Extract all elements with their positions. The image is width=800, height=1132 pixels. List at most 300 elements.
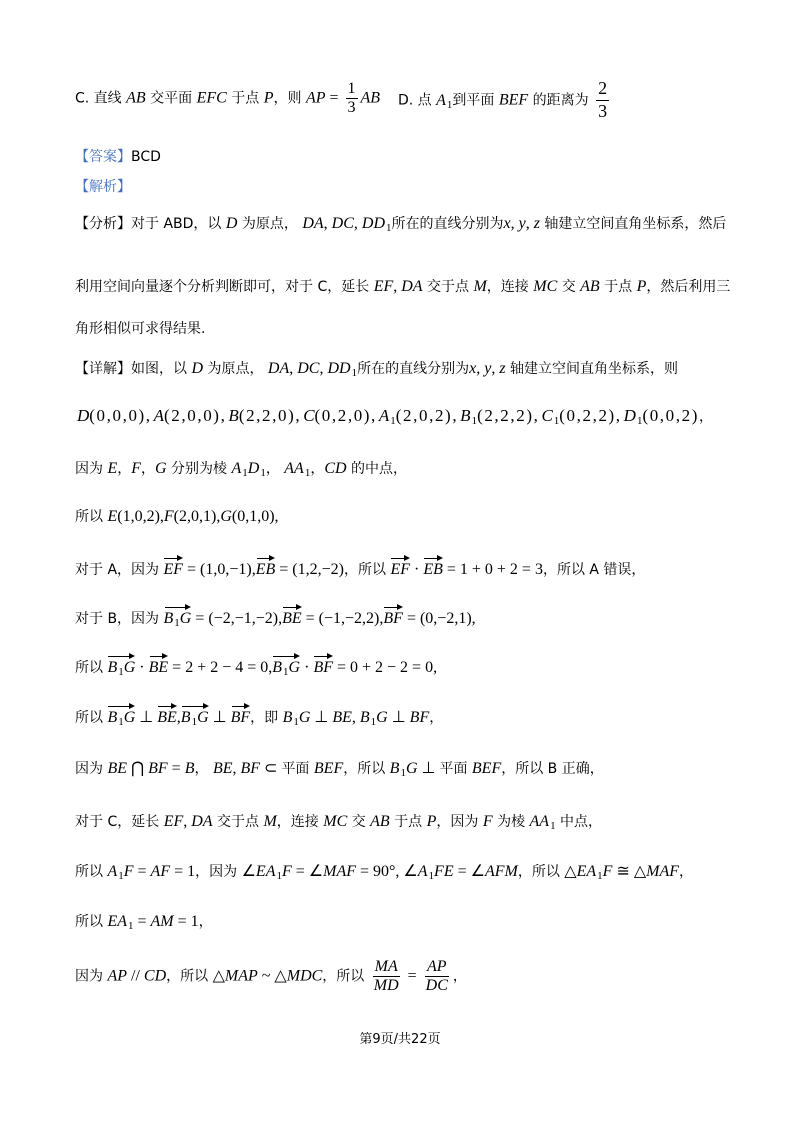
math-symbol-text: BF <box>230 709 251 726</box>
subscript: 1 <box>118 716 124 728</box>
math-symbol-text: D <box>191 360 204 377</box>
math-operator: (2,0,2), <box>395 406 459 425</box>
math-symbol <box>289 659 301 676</box>
math-symbol <box>302 215 323 232</box>
math-operator: (2,0,0), <box>164 406 227 425</box>
prose-text: ，所以 <box>166 968 213 985</box>
analysis-line-3 <box>75 317 205 341</box>
math-symbol-text: MAP <box>224 967 258 985</box>
math-operator: ⋂ <box>127 760 149 777</box>
math-operator: = (−2,−1,−2), <box>191 610 283 627</box>
math-symbol-text: BEF <box>471 760 502 777</box>
math-symbol-text: G <box>123 709 136 726</box>
math-symbol <box>287 968 323 985</box>
prose-text: 所以 <box>75 710 108 726</box>
subscript: 1 <box>446 98 453 111</box>
math-operator: = <box>133 863 151 880</box>
math-symbol <box>299 709 311 726</box>
math-symbol-text: MDC <box>286 967 323 985</box>
math-symbol-text: DC <box>425 977 448 994</box>
math-operator: = 90°, ∠ <box>356 863 418 880</box>
subscript: 1 <box>260 467 266 479</box>
math-symbol-text: C <box>303 406 315 425</box>
math-operator: (2,0,1), <box>173 508 221 525</box>
math-symbol-text: x <box>503 215 511 232</box>
analysis-line-2 <box>75 275 730 299</box>
prose-text: ，所以 <box>322 968 369 985</box>
option-d <box>398 78 612 123</box>
math-symbol-text: BE <box>282 610 302 627</box>
prose-text: 因为 <box>75 968 108 985</box>
prose-text: 交平面 <box>145 90 197 107</box>
math-operator: ⊥ <box>208 709 231 726</box>
math-symbol-text: EB <box>423 561 443 578</box>
prose-text: ， <box>117 461 132 477</box>
math-symbol <box>256 863 282 880</box>
math-symbol-text: G <box>288 659 301 676</box>
math-symbol <box>533 278 557 295</box>
math-operator: = ∠ <box>291 863 324 880</box>
math-symbol-text: B <box>163 610 174 627</box>
fraction-denominator <box>596 101 609 123</box>
math-symbol <box>248 460 266 477</box>
math-symbol <box>197 709 209 726</box>
math-symbol <box>423 561 443 578</box>
math-operator: 1 <box>347 80 356 97</box>
math-symbol-text: G <box>197 709 209 726</box>
math-symbol <box>231 460 247 477</box>
subscript: 1 <box>597 870 603 882</box>
math-symbol <box>77 406 89 425</box>
math-symbol <box>577 863 603 880</box>
math-symbol <box>374 977 399 994</box>
math-symbol-text: AB <box>126 89 146 107</box>
math-symbol <box>268 360 289 377</box>
prose-text: ， <box>698 409 713 425</box>
fraction-denominator <box>372 977 401 995</box>
detail-efg-coordinates <box>75 505 279 529</box>
prose-text: 平面 <box>439 761 472 777</box>
prose-text: 为棱 <box>492 814 530 830</box>
math-operator: 3 <box>347 99 356 116</box>
math-symbol-text: y <box>484 360 492 377</box>
prose-text: ，所以 B 正确， <box>501 761 604 777</box>
math-symbol <box>483 813 493 830</box>
math-operator: · <box>409 561 424 578</box>
math-symbol-text: MD <box>373 977 399 994</box>
subscript: 1 <box>118 666 124 678</box>
math-symbol <box>163 561 183 578</box>
math-symbol <box>180 610 192 627</box>
math-symbol <box>149 659 169 676</box>
subscript: 1 <box>191 716 198 728</box>
math-symbol-text: FE <box>434 863 454 880</box>
math-operator: (0,0,0), <box>89 406 152 425</box>
math-symbol <box>284 460 310 477</box>
math-operator: , <box>353 215 362 232</box>
math-symbol <box>323 813 347 830</box>
math-operator: , <box>433 659 438 676</box>
option-c-similarity <box>75 958 467 995</box>
subscript: 1 <box>283 666 289 678</box>
math-operator: , <box>351 709 360 726</box>
math-symbol <box>499 92 528 109</box>
math-symbol-text: MA <box>374 958 398 975</box>
math-symbol-text: G <box>220 508 232 525</box>
subscript: 1 <box>242 467 248 479</box>
math-symbol <box>646 863 679 880</box>
math-symbol <box>297 360 319 377</box>
subscript: 1 <box>550 820 556 832</box>
math-symbol-text: MAF <box>646 863 680 880</box>
prose-text: ，因为 <box>436 814 483 830</box>
math-symbol <box>107 508 117 525</box>
subscript: 1 <box>390 415 396 427</box>
math-symbol <box>231 709 251 726</box>
math-operator: = 1 <box>173 913 199 930</box>
math-symbol <box>427 958 447 975</box>
prose-text: 所以 <box>75 660 108 676</box>
math-symbol-text: BF <box>383 610 403 627</box>
fraction-denominator <box>424 977 450 995</box>
math-symbol <box>383 610 403 627</box>
vector <box>272 653 300 677</box>
math-symbol <box>332 709 352 726</box>
math-symbol <box>374 278 394 295</box>
math-symbol <box>240 760 260 777</box>
math-symbol-text: AA <box>529 813 550 830</box>
math-operator: (0,0,2) <box>642 406 699 425</box>
math-symbol <box>323 863 356 880</box>
math-symbol-text: G <box>179 610 192 627</box>
math-operator: (1,0,2), <box>117 508 164 525</box>
math-symbol-text: MC <box>533 278 558 295</box>
vector <box>107 653 135 677</box>
prose-text: ，然后利用三 <box>646 279 731 295</box>
prose-text: ， <box>141 461 156 477</box>
math-symbol-text: AB <box>580 278 600 295</box>
math-symbol-text: F <box>281 863 292 880</box>
math-symbol <box>256 561 276 578</box>
math-symbol <box>220 508 232 525</box>
math-symbol-text: AP <box>305 89 326 107</box>
math-symbol-text: F <box>602 863 613 880</box>
math-symbol <box>306 90 326 107</box>
math-operator: = (1,0,−1), <box>183 561 256 578</box>
vector <box>107 703 135 727</box>
math-symbol-text: AB <box>360 89 381 107</box>
vector <box>313 653 333 677</box>
fraction <box>424 958 450 995</box>
math-symbol <box>401 278 422 295</box>
math-symbol-text: AF <box>150 863 171 880</box>
prose-text: 角形相似可求得结果. <box>75 321 206 337</box>
math-operator: 2 <box>598 78 608 98</box>
math-symbol-text: G <box>123 659 136 676</box>
math-operator: (0,1,0) <box>231 508 275 525</box>
math-operator: (2,2,2), <box>477 406 540 425</box>
math-symbol <box>361 90 381 107</box>
math-symbol <box>107 659 123 676</box>
math-symbol-text: DC <box>331 215 354 232</box>
math-operator: = <box>133 913 151 930</box>
prose-text: ，所以 A 错误， <box>542 562 646 578</box>
fraction <box>372 958 401 995</box>
math-operator: , <box>471 610 476 627</box>
subscript: 1 <box>428 870 435 882</box>
math-symbol-text: F <box>131 460 142 477</box>
math-symbol <box>164 813 184 830</box>
math-symbol-text: B <box>272 659 283 676</box>
fraction <box>596 78 609 123</box>
math-operator: = <box>167 760 185 777</box>
prose-text: 利用空间向量逐个分析判断即可，对于 C，延长 <box>75 279 374 295</box>
math-operator: ∠ <box>241 863 256 880</box>
math-symbol-text: BF <box>409 709 430 726</box>
math-symbol-text: F <box>123 863 134 880</box>
fraction <box>346 80 358 117</box>
math-operator: = (0,−2,1) <box>402 610 472 627</box>
math-symbol-text: BE <box>157 709 177 726</box>
math-symbol <box>282 610 302 627</box>
math-operator: ⊥ <box>387 709 410 726</box>
prose-text: 到平面 <box>452 92 499 109</box>
option-b-vectors <box>75 604 476 631</box>
math-symbol-text: B <box>107 659 118 676</box>
subscript: 1 <box>174 617 180 629</box>
math-symbol-text: BE <box>107 760 127 777</box>
math-operator: 3 <box>598 101 608 121</box>
math-operator: = 2 + 2 − 4 = 0, <box>168 659 273 676</box>
math-symbol-text: AFM <box>484 863 518 880</box>
analysis-line-1 <box>75 212 726 236</box>
answer-line <box>75 145 161 169</box>
math-symbol <box>332 215 354 232</box>
prose-text: ， <box>310 461 325 477</box>
math-symbol-text: DA <box>401 278 423 295</box>
math-symbol-text: B <box>228 406 239 425</box>
fraction-numerator <box>346 80 358 99</box>
analysis-heading <box>75 175 131 199</box>
math-symbol-text: A <box>378 406 390 425</box>
math-symbol <box>473 278 486 295</box>
math-symbol-text: F <box>163 508 174 525</box>
math-symbol <box>327 360 357 377</box>
math-symbol-text: A <box>107 863 118 880</box>
math-symbol-text: EA <box>107 913 127 930</box>
math-symbol <box>541 406 559 425</box>
math-symbol <box>107 968 127 985</box>
math-symbol <box>155 460 167 477</box>
math-symbol <box>379 406 396 425</box>
math-operator: ~ △ <box>257 967 287 985</box>
vector <box>390 555 410 579</box>
fraction-numerator <box>425 958 449 977</box>
prose-text: BCD <box>131 149 161 165</box>
math-operator: , <box>393 278 402 295</box>
math-symbol-text: BF <box>148 760 168 777</box>
math-symbol <box>144 968 166 985</box>
math-symbol <box>624 406 643 425</box>
math-symbol <box>426 977 448 994</box>
math-symbol-text: A <box>153 406 165 425</box>
subscript: 1 <box>118 870 124 882</box>
math-symbol-text: DD <box>327 360 351 377</box>
math-symbol <box>107 709 123 726</box>
math-symbol <box>131 460 141 477</box>
fraction-numerator <box>596 78 609 101</box>
math-symbol <box>226 215 238 232</box>
math-symbol-text: EA <box>255 863 276 880</box>
prose-text: 对于 A，因为 <box>75 562 164 578</box>
math-operator: ⊥ <box>310 709 333 726</box>
math-symbol <box>530 813 556 830</box>
math-symbol <box>324 460 346 477</box>
subscript: 1 <box>553 415 560 427</box>
math-operator: ≅ △ <box>612 863 647 880</box>
math-symbol <box>390 561 410 578</box>
math-symbol-text: x <box>469 360 477 377</box>
math-symbol <box>197 90 227 107</box>
detail-line-intro <box>75 357 678 381</box>
prose-text: 为原点， <box>237 216 303 232</box>
math-symbol-text: A <box>231 460 242 477</box>
math-symbol <box>370 813 390 830</box>
math-operator: , <box>319 360 328 377</box>
option-c-congruence <box>75 860 693 884</box>
math-symbol-text: B <box>184 760 195 777</box>
vector <box>231 703 251 727</box>
prose-text: ，所以 <box>343 761 390 777</box>
math-symbol-text: BF <box>313 659 333 676</box>
prose-text: 轴建立空间直角坐标系，然后 <box>539 216 727 232</box>
subscript: 1 <box>351 367 358 379</box>
math-symbol <box>375 958 398 975</box>
math-symbol-text: BEF <box>313 760 344 777</box>
math-operator: ⊥ <box>417 760 440 777</box>
prose-text: 【详解】如图，以 <box>75 361 192 377</box>
prose-text: ，连接 <box>276 814 324 830</box>
prose-text: ， <box>265 461 285 477</box>
math-operator: = (−1,−2,2), <box>301 610 384 627</box>
math-symbol-text: A <box>417 863 428 880</box>
prose-text: 的距离为 <box>528 92 594 109</box>
vector <box>164 604 192 628</box>
prose-text: 对于 C，延长 <box>75 814 164 830</box>
math-symbol-text: P <box>636 278 647 295</box>
subscript: 1 <box>636 415 643 427</box>
math-operator: (0,2,2), <box>559 406 622 425</box>
vector <box>157 703 177 727</box>
prose-text: 所在的直线分别为 <box>357 361 470 377</box>
math-symbol <box>390 760 406 777</box>
section-label: 【答案】 <box>75 149 131 165</box>
math-symbol-text: F <box>482 813 493 830</box>
option-b-perpendicular <box>75 703 443 730</box>
math-symbol-text: D <box>623 406 636 425</box>
math-symbol <box>282 863 292 880</box>
math-operator: = (1,2,−2) <box>275 561 344 578</box>
math-symbol <box>124 863 134 880</box>
math-symbol-text: AA <box>284 460 304 477</box>
math-symbol <box>519 215 526 232</box>
vector <box>256 555 276 579</box>
prose-text: 为原点， <box>203 361 268 377</box>
math-symbol-text: A <box>436 91 446 109</box>
math-symbol <box>360 709 376 726</box>
math-symbol-text: DD <box>361 215 386 232</box>
math-symbol <box>313 659 333 676</box>
math-symbol <box>406 760 418 777</box>
math-operator: = <box>325 89 343 107</box>
math-symbol <box>603 863 613 880</box>
math-symbol <box>504 215 511 232</box>
math-operator: = 1 + 0 + 2 = 3 <box>442 561 543 578</box>
math-symbol-text: P <box>263 89 274 107</box>
math-symbol <box>181 709 197 726</box>
math-symbol-text: D <box>247 460 260 477</box>
math-symbol <box>436 92 452 109</box>
option-c-construction <box>75 810 602 834</box>
math-symbol <box>485 863 518 880</box>
math-symbol <box>124 659 136 676</box>
prose-text: ， <box>194 761 213 777</box>
math-symbol <box>460 406 477 425</box>
math-symbol <box>148 760 168 777</box>
math-symbol-text: BE <box>332 709 352 726</box>
subscript: 1 <box>370 716 377 728</box>
prose-text: 于点 <box>599 279 637 295</box>
math-symbol-text: DA <box>302 215 324 232</box>
math-symbol-text: AP <box>107 967 127 985</box>
prose-text: 交于点 <box>212 814 264 830</box>
math-symbol-text: P <box>426 813 437 830</box>
math-symbol-text: EFC <box>196 89 227 107</box>
math-symbol <box>107 913 133 930</box>
math-symbol-text: B <box>282 709 293 726</box>
math-symbol <box>107 863 123 880</box>
prose-text: 对于 B，因为 <box>75 611 164 627</box>
math-symbol-text: G <box>405 760 418 777</box>
prose-text: 于点 <box>226 90 264 107</box>
prose-text: 平面 <box>281 761 314 777</box>
math-symbol-text: B <box>359 709 370 726</box>
subscript: 1 <box>128 920 134 932</box>
math-symbol <box>272 659 288 676</box>
prose-text: ， <box>679 864 694 880</box>
prose-text: ，因为 <box>195 864 242 880</box>
math-operator: = 1 <box>170 863 196 880</box>
math-symbol <box>228 406 238 425</box>
math-symbol <box>164 610 180 627</box>
math-operator: (0,2,0), <box>314 406 377 425</box>
math-symbol-text: C <box>541 406 553 425</box>
prose-text: 于点 <box>389 814 427 830</box>
math-symbol-text: AB <box>370 813 390 830</box>
math-symbol-text: G <box>155 460 167 477</box>
math-symbol <box>151 913 174 930</box>
prose-text: 所以 <box>75 914 108 930</box>
math-operator: · <box>300 659 314 676</box>
math-symbol-text: AM <box>150 913 174 930</box>
math-operator: ⊂ <box>260 760 282 777</box>
math-symbol-text: CD <box>324 460 347 477</box>
math-symbol-text: AP <box>427 958 447 975</box>
math-symbol <box>191 360 203 377</box>
math-symbol <box>107 760 127 777</box>
prose-text: ，所以 <box>343 562 391 578</box>
math-symbol-text: BE <box>212 760 233 777</box>
